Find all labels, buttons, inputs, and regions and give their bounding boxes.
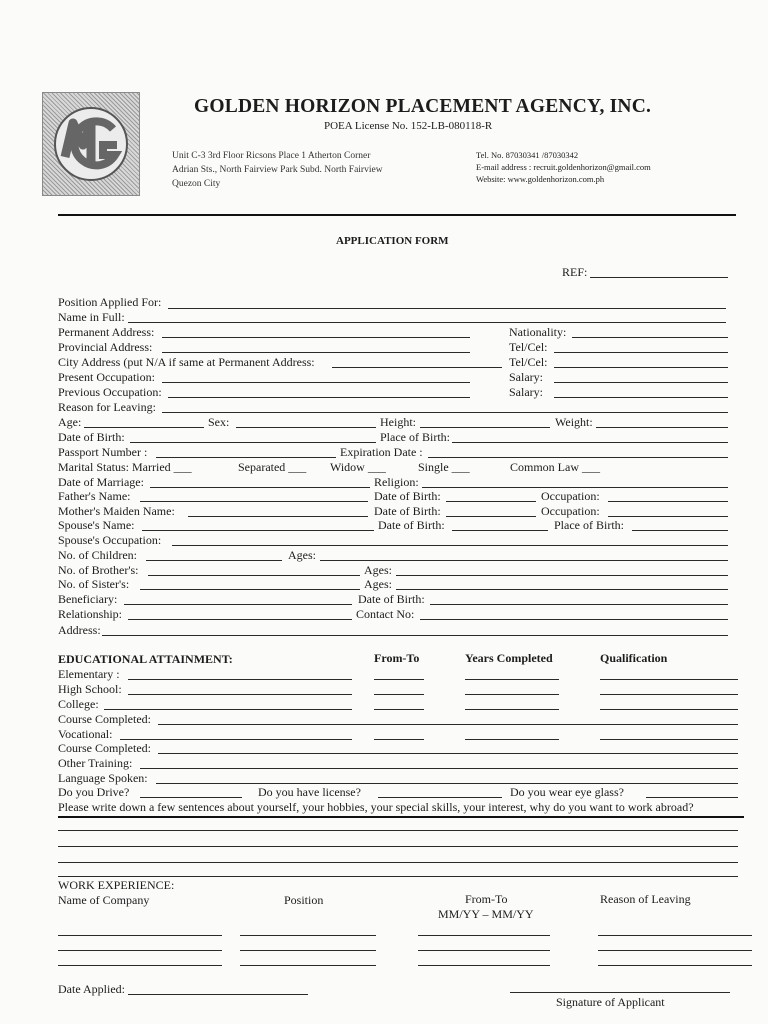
tel-cel-label-1: Tel/Cel:	[509, 340, 548, 354]
language-spoken-field[interactable]	[156, 783, 738, 784]
other-training-label: Other Training:	[58, 756, 133, 770]
name-in-full-label: Name in Full:	[58, 310, 125, 324]
beneficiary-dob-label: Date of Birth:	[358, 592, 425, 606]
high-school-field[interactable]	[128, 694, 352, 695]
position-applied-field[interactable]	[168, 308, 726, 309]
height-field[interactable]	[420, 427, 550, 428]
about-yourself-line-3[interactable]	[58, 862, 738, 863]
college-label: College:	[58, 697, 99, 711]
children-ages-field[interactable]	[320, 560, 728, 561]
vocational-label: Vocational:	[58, 727, 113, 741]
col-work-from-to-format: MM/YY – MM/YY	[438, 907, 534, 921]
col-from-to: From-To	[374, 651, 420, 665]
tel-cel-field-1[interactable]	[554, 352, 728, 353]
tel-cel-field-2[interactable]	[554, 367, 728, 368]
salary-label-2: Salary:	[509, 385, 543, 399]
work-position-1[interactable]	[240, 935, 376, 936]
city-address-field[interactable]	[332, 367, 502, 368]
spouse-dob-field[interactable]	[452, 530, 548, 531]
address-line-1: Unit C-3 3rd Floor Ricsons Place 1 Atherton Corner	[172, 151, 371, 161]
vocational-field[interactable]	[120, 739, 352, 740]
position-applied-label: Position Applied For:	[58, 295, 162, 309]
do-you-drive-label: Do you Drive?	[58, 785, 130, 799]
ref-label: REF:	[562, 265, 588, 279]
vocational-from-to[interactable]	[374, 739, 424, 740]
beneficiary-field[interactable]	[124, 604, 352, 605]
contact-no-label: Contact No:	[356, 607, 415, 621]
email: E-mail address : recruit.goldenhorizon@gmail.com	[476, 162, 651, 172]
language-spoken-label: Language Spoken:	[58, 771, 148, 785]
salary-label-1: Salary:	[509, 370, 543, 384]
spouses-occupation-label: Spouse's Occupation:	[58, 533, 162, 547]
mothers-maiden-name-field[interactable]	[188, 516, 368, 517]
college-qualification[interactable]	[600, 709, 738, 710]
religion-label: Religion:	[374, 475, 419, 489]
weight-field[interactable]	[596, 427, 728, 428]
course-completed-label-1: Course Completed:	[58, 712, 151, 726]
eye-glass-field[interactable]	[646, 797, 738, 798]
provincial-address-field[interactable]	[162, 352, 470, 353]
work-from-to-2[interactable]	[418, 950, 550, 951]
no-of-sisters-field[interactable]	[140, 589, 360, 590]
marital-status-single[interactable]: Single ___	[418, 460, 470, 474]
high-school-years[interactable]	[465, 694, 559, 695]
no-of-brothers-label: No. of Brother's:	[58, 563, 139, 577]
high-school-label: High School:	[58, 682, 122, 696]
col-years-completed: Years Completed	[465, 651, 553, 665]
previous-occupation-field[interactable]	[168, 397, 470, 398]
work-reason-2[interactable]	[598, 950, 752, 951]
city-address-label: City Address (put N/A if same at Permanent Address:	[58, 355, 315, 369]
fathers-name-label: Father's Name:	[58, 489, 131, 503]
work-from-to-1[interactable]	[418, 935, 550, 936]
work-reason-3[interactable]	[598, 965, 752, 966]
have-license-label: Do you have license?	[258, 785, 361, 799]
reason-for-leaving-field[interactable]	[162, 412, 728, 413]
age-label: Age:	[58, 415, 82, 429]
reason-for-leaving-label: Reason for Leaving:	[58, 400, 156, 414]
marital-status-married[interactable]: Marital Status: Married ___	[58, 460, 192, 474]
no-of-sisters-label: No. of Sister's:	[58, 577, 130, 591]
mothers-maiden-name-label: Mother's Maiden Name:	[58, 504, 175, 518]
about-yourself-line-1[interactable]	[58, 830, 738, 831]
height-label: Height:	[380, 415, 416, 429]
fathers-name-field[interactable]	[140, 501, 368, 502]
date-of-marriage-label: Date of Marriage:	[58, 475, 144, 489]
marital-status-separated[interactable]: Separated ___	[238, 460, 307, 474]
course-completed-label-2: Course Completed:	[58, 741, 151, 755]
brothers-ages-field[interactable]	[396, 575, 728, 576]
no-of-children-label: No. of Children:	[58, 548, 137, 562]
expiration-date-label: Expiration Date :	[340, 445, 423, 459]
sisters-ages-field[interactable]	[396, 589, 728, 590]
expiration-date-field[interactable]	[428, 457, 728, 458]
elementary-years[interactable]	[465, 679, 559, 680]
telephone: Tel. No. 87030341 /87030342	[476, 150, 579, 160]
date-of-birth-field[interactable]	[130, 442, 376, 443]
contact-no-field[interactable]	[420, 619, 728, 620]
do-you-drive-field[interactable]	[140, 797, 242, 798]
work-company-1[interactable]	[58, 935, 222, 936]
date-of-marriage-field[interactable]	[150, 487, 370, 488]
address-line-3: Quezon City	[172, 179, 221, 189]
vocational-years[interactable]	[465, 739, 559, 740]
father-occupation-field[interactable]	[608, 501, 728, 502]
elementary-field[interactable]	[128, 679, 352, 680]
col-qualification: Qualification	[600, 651, 668, 665]
date-of-birth-label: Date of Birth:	[58, 430, 125, 444]
salary-field-1[interactable]	[554, 382, 728, 383]
spouses-occupation-field[interactable]	[172, 545, 728, 546]
license-number: POEA License No. 152-LB-080118-R	[324, 120, 493, 132]
name-in-full-field[interactable]	[128, 322, 726, 323]
have-license-field[interactable]	[378, 797, 502, 798]
date-applied-label: Date Applied:	[58, 982, 125, 996]
beneficiary-label: Beneficiary:	[58, 592, 118, 606]
age-field[interactable]	[84, 427, 204, 428]
place-of-birth-field[interactable]	[452, 442, 728, 443]
place-of-birth-label: Place of Birth:	[380, 430, 450, 444]
college-field[interactable]	[104, 709, 352, 710]
header-rule	[58, 214, 736, 216]
about-yourself-prompt: Please write down a few sentences about yourself, your hobbies, your special skills, your interest, why do you want to work abroad?	[58, 800, 694, 814]
work-reason-1[interactable]	[598, 935, 752, 936]
address-field[interactable]	[102, 635, 728, 636]
signature-field[interactable]	[510, 992, 730, 993]
address-label: Address:	[58, 623, 101, 637]
children-ages-label: Ages:	[288, 548, 316, 562]
high-school-from-to[interactable]	[374, 694, 424, 695]
about-yourself-rule	[58, 816, 744, 818]
course-completed-field-2[interactable]	[158, 753, 738, 754]
ref-field[interactable]	[590, 277, 728, 278]
father-occupation-label: Occupation:	[541, 489, 600, 503]
elementary-from-to[interactable]	[374, 679, 424, 680]
college-from-to[interactable]	[374, 709, 424, 710]
company-name: GOLDEN HORIZON PLACEMENT AGENCY, INC.	[194, 96, 652, 117]
mother-dob-label: Date of Birth:	[374, 504, 441, 518]
spouse-pob-field[interactable]	[632, 530, 728, 531]
previous-occupation-label: Previous Occupation:	[58, 385, 162, 399]
mother-occupation-label: Occupation:	[541, 504, 600, 518]
permanent-address-label: Permanent Address:	[58, 325, 155, 339]
permanent-address-field[interactable]	[162, 337, 470, 338]
col-reason-of-leaving: Reason of Leaving	[600, 892, 691, 906]
work-from-to-3[interactable]	[418, 965, 550, 966]
sex-label: Sex:	[208, 415, 230, 429]
work-company-3[interactable]	[58, 965, 222, 966]
nationality-field[interactable]	[572, 337, 728, 338]
vocational-qualification[interactable]	[600, 739, 738, 740]
spouses-name-label: Spouse's Name:	[58, 518, 135, 532]
col-position: Position	[284, 893, 324, 907]
father-dob-label: Date of Birth:	[374, 489, 441, 503]
col-company: Name of Company	[58, 893, 150, 907]
sex-field[interactable]	[236, 427, 376, 428]
no-of-children-field[interactable]	[146, 560, 282, 561]
passport-number-field[interactable]	[156, 457, 336, 458]
about-yourself-line-2[interactable]	[58, 846, 738, 847]
religion-field[interactable]	[422, 487, 728, 488]
form-title: APPLICATION FORM	[336, 235, 449, 247]
provincial-address-label: Provincial Address:	[58, 340, 153, 354]
elementary-label: Elementary :	[58, 667, 120, 681]
col-work-from-to: From-To	[465, 892, 508, 906]
relationship-label: Relationship:	[58, 607, 122, 621]
passport-number-label: Passport Number :	[58, 445, 148, 459]
work-company-2[interactable]	[58, 950, 222, 951]
no-of-brothers-field[interactable]	[148, 575, 360, 576]
beneficiary-dob-field[interactable]	[430, 604, 728, 605]
nationality-label: Nationality:	[509, 325, 567, 339]
spouse-pob-label: Place of Birth:	[554, 518, 624, 532]
sisters-ages-label: Ages:	[364, 577, 392, 591]
about-yourself-line-4[interactable]	[58, 876, 738, 877]
spouses-name-field[interactable]	[142, 530, 374, 531]
other-training-field[interactable]	[140, 768, 738, 769]
father-dob-field[interactable]	[446, 501, 536, 502]
high-school-qualification[interactable]	[600, 694, 738, 695]
education-heading: EDUCATIONAL ATTAINMENT:	[58, 652, 233, 666]
tel-cel-label-2: Tel/Cel:	[509, 355, 548, 369]
present-occupation-label: Present Occupation:	[58, 370, 155, 384]
work-position-2[interactable]	[240, 950, 376, 951]
signature-label: Signature of Applicant	[556, 995, 665, 1009]
address-line-2: Adrian Sts., North Fairview Park Subd. North Fairview	[172, 165, 383, 175]
weight-label: Weight:	[555, 415, 593, 429]
company-logo	[42, 92, 140, 196]
spouse-dob-label: Date of Birth:	[378, 518, 445, 532]
marital-status-common-law[interactable]: Common Law ___	[510, 460, 600, 474]
marital-status-widow[interactable]: Widow ___	[330, 460, 386, 474]
present-occupation-field[interactable]	[162, 382, 470, 383]
mother-occupation-field[interactable]	[608, 516, 728, 517]
mother-dob-field[interactable]	[446, 516, 536, 517]
eye-glass-label: Do you wear eye glass?	[510, 785, 624, 799]
work-position-3[interactable]	[240, 965, 376, 966]
date-applied-field[interactable]	[128, 994, 308, 995]
college-years[interactable]	[465, 709, 559, 710]
work-experience-heading: WORK EXPERIENCE:	[58, 878, 175, 892]
website: Website: www.goldenhorizon.com.ph	[476, 174, 605, 184]
salary-field-2[interactable]	[554, 397, 728, 398]
elementary-qualification[interactable]	[600, 679, 738, 680]
course-completed-field-1[interactable]	[158, 724, 738, 725]
relationship-field[interactable]	[128, 619, 352, 620]
brothers-ages-label: Ages:	[364, 563, 392, 577]
